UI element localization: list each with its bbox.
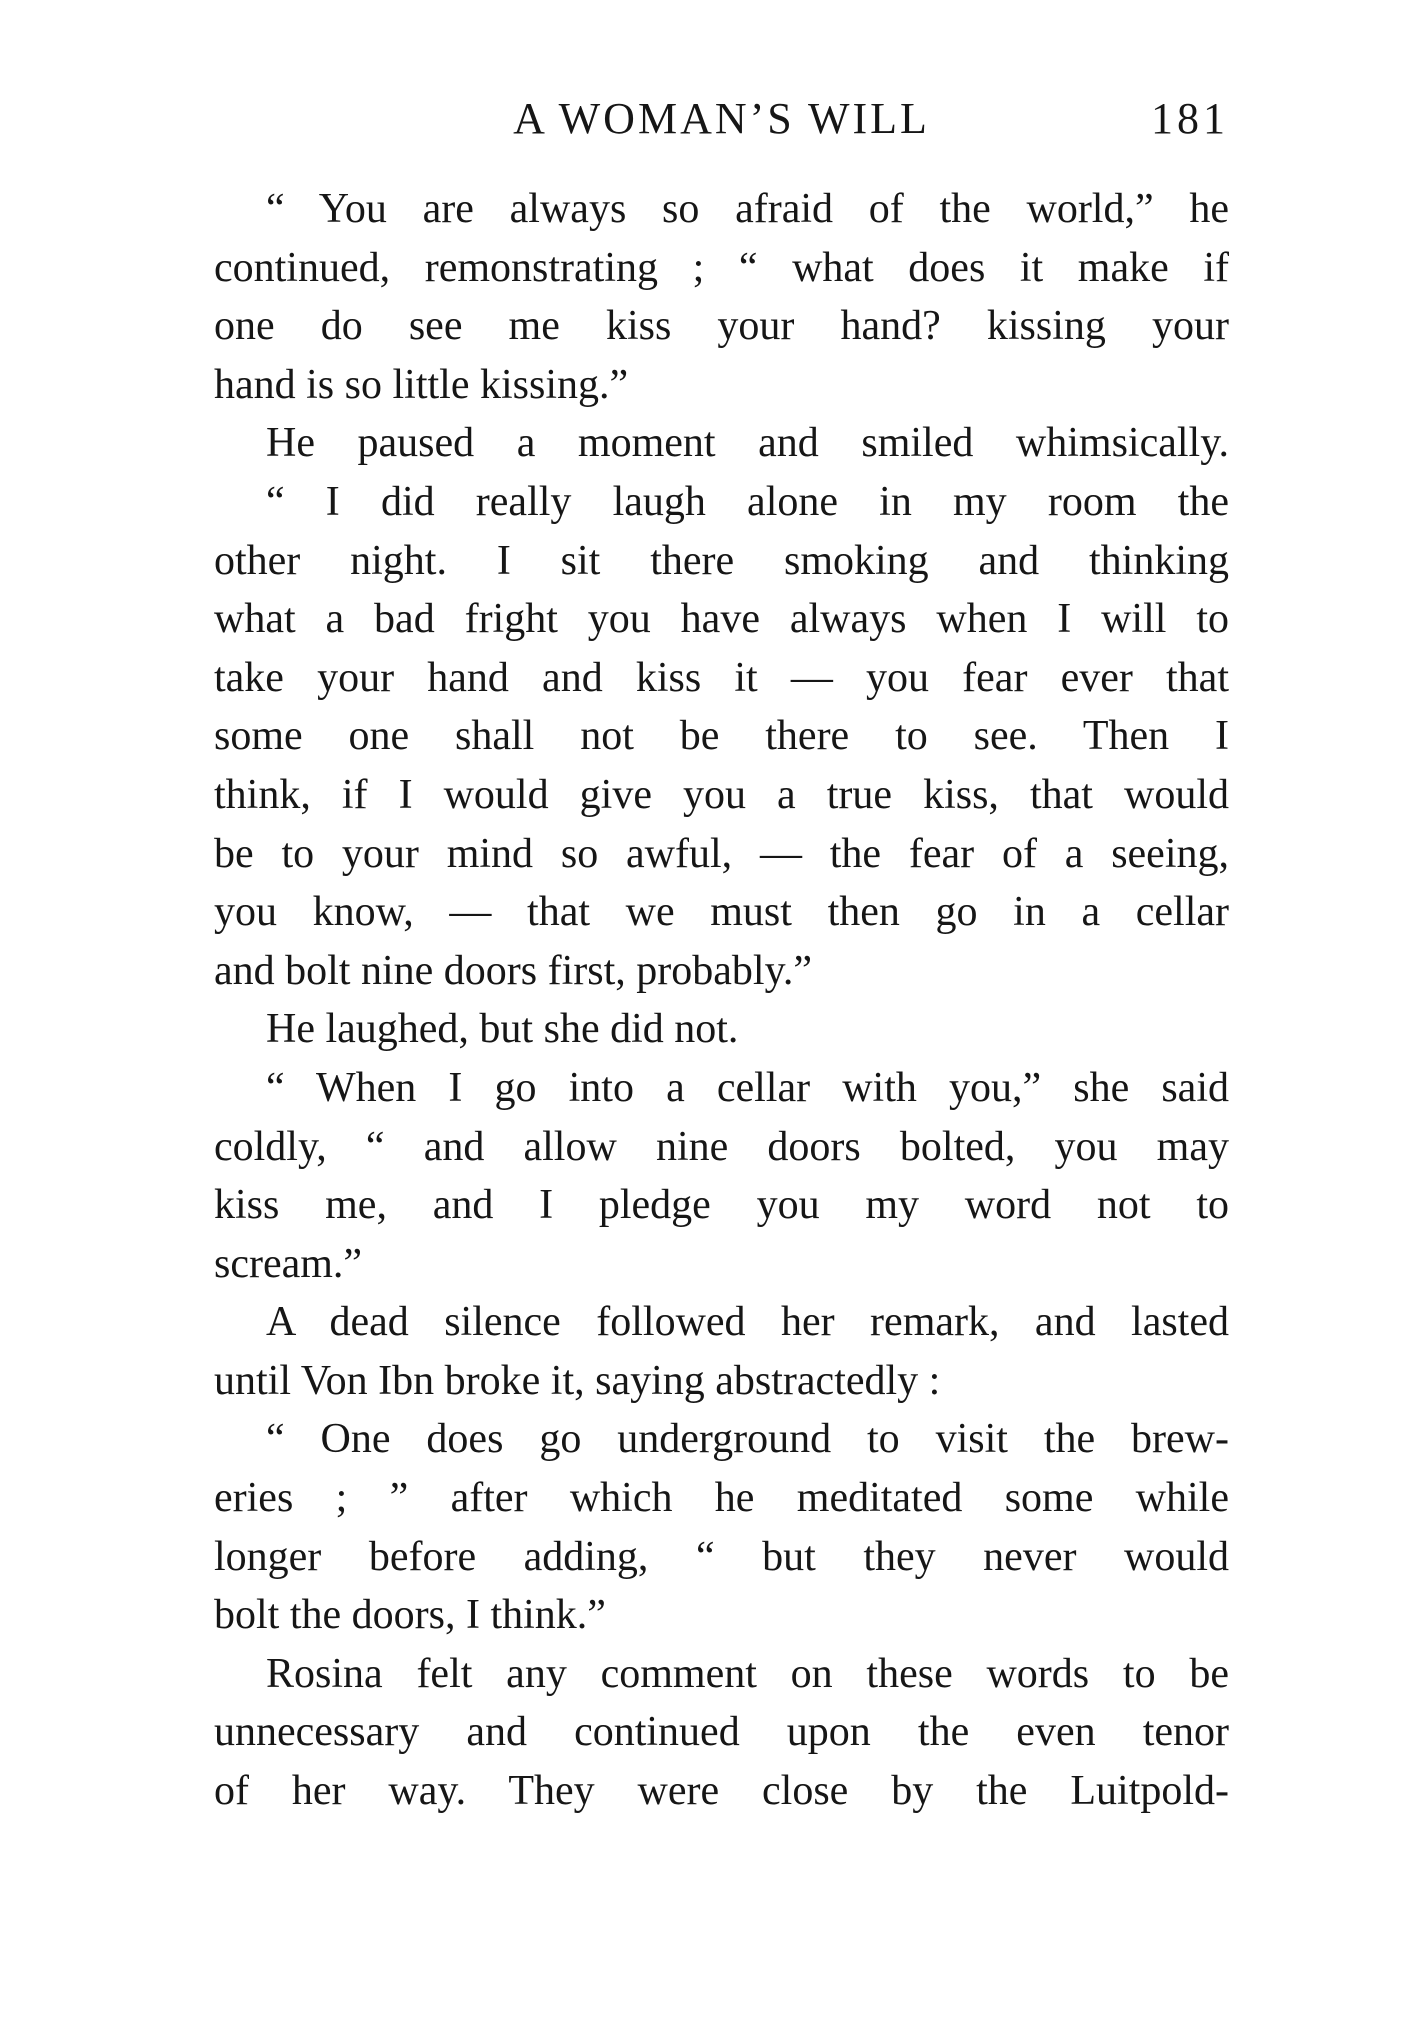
text-line: He laughed, but she did not.: [266, 1006, 739, 1053]
text-line: “ When I go into a cellar with you,” she said: [266, 1064, 1229, 1111]
text-line: what a bad fright you have always when I will to: [214, 596, 1229, 643]
text-line: eries ; ” after which he meditated some while: [214, 1475, 1229, 1522]
running-title: A WOMAN’S WILL: [513, 94, 930, 143]
text-line: kiss me, and I pledge you my word not to: [214, 1182, 1229, 1229]
text-line: Rosina felt any comment on these words to be: [266, 1650, 1229, 1697]
running-head: [214, 88, 1229, 158]
text-line: and bolt nine doors first, probably.”: [214, 947, 812, 994]
text-line: think, if I would give you a true kiss, that would: [214, 771, 1229, 818]
body-text: [214, 180, 1229, 1821]
page-number: 181: [1151, 94, 1229, 143]
text-line: other night. I sit there smoking and thinking: [214, 537, 1229, 584]
text-line: “ You are always so afraid of the world,” he: [266, 186, 1229, 232]
text-line: “ I did really laugh alone in my room the: [266, 478, 1229, 525]
text-line: scream.”: [214, 1240, 363, 1287]
text-line: of her way. They were close by the Luitpold-: [214, 1768, 1229, 1815]
text-line: some one shall not be there to see. Then I: [214, 713, 1229, 760]
text-line: coldly, “ and allow nine doors bolted, you may: [214, 1123, 1229, 1170]
text-line: take your hand and kiss it — you fear ever that: [214, 654, 1229, 701]
text-line: you know, — that we must then go in a cellar: [214, 889, 1229, 936]
text-line: be to your mind so awful, — the fear of a seeing,: [214, 830, 1229, 877]
text-line: “ One does go underground to visit the brew-: [266, 1416, 1229, 1463]
text-line: He paused a moment and smiled whimsically.: [266, 420, 1229, 467]
text-line: longer before adding, “ but they never would: [214, 1533, 1229, 1580]
text-line: one do see me kiss your hand? kissing your: [214, 303, 1229, 350]
text-line: until Von Ibn broke it, saying abstractedly :: [214, 1357, 941, 1404]
text-line: hand is so little kissing.”: [214, 361, 629, 408]
text-line: continued, remonstrating ; “ what does it make if: [214, 244, 1229, 291]
text-line: A dead silence followed her remark, and lasted: [266, 1299, 1229, 1346]
text-line: bolt the doors, I think.”: [214, 1592, 606, 1639]
text-line: unnecessary and continued upon the even tenor: [214, 1709, 1229, 1756]
